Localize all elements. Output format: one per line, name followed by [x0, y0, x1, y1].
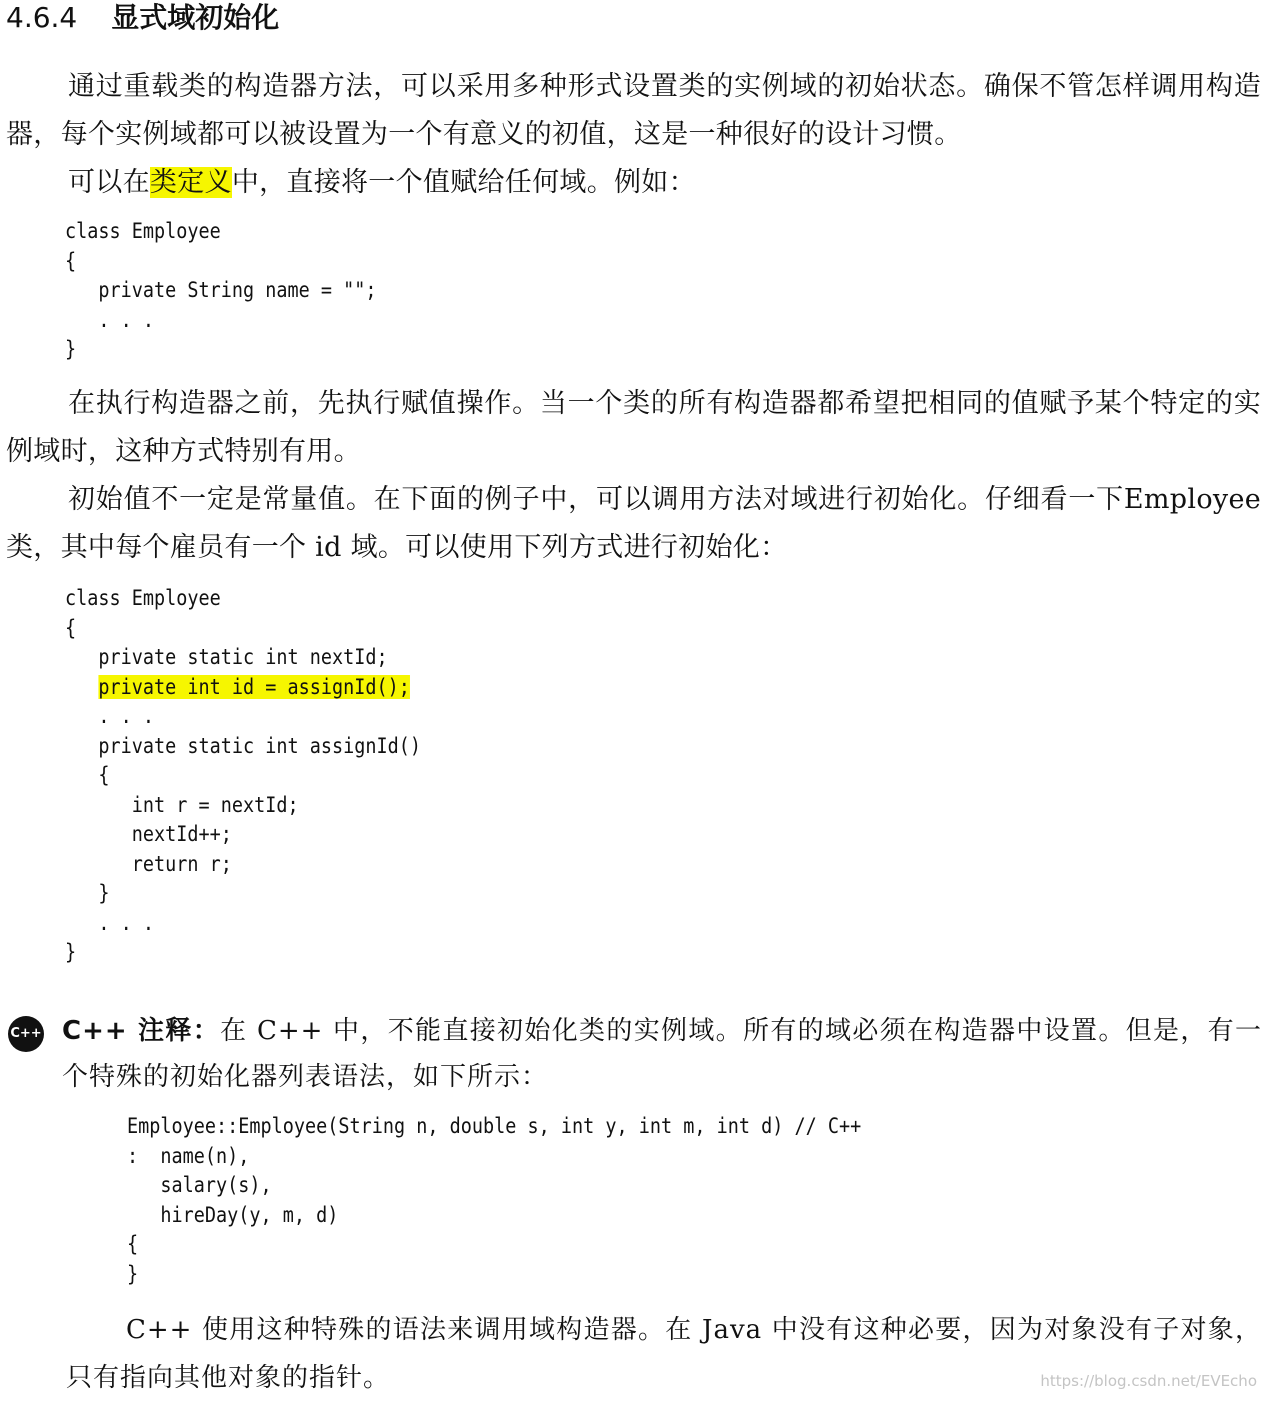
- paragraph-class-definition: [6, 159, 1261, 207]
- code-line: . . .: [65, 910, 155, 935]
- code-line: }: [65, 881, 110, 905]
- code-line: return r;: [65, 851, 232, 876]
- cpp-note: [62, 1008, 1262, 1100]
- code-line: private static int assignId(): [65, 733, 422, 758]
- code-line: private String name = "";: [65, 278, 377, 302]
- code-block-assign-id: [65, 584, 421, 968]
- code-line: }: [65, 337, 77, 361]
- code-line: {: [65, 248, 77, 273]
- highlighted-text: 类定义: [149, 167, 232, 198]
- code-line: Employee::Employee(String n, double s, int y, int m, int d) // C++: [127, 1114, 862, 1138]
- code-line: nextId++;: [65, 822, 232, 846]
- section-number: 4.6.4: [6, 1, 78, 34]
- code-line: {: [65, 615, 77, 640]
- code-line: private static int nextId;: [65, 645, 388, 669]
- paragraph-text: 中，直接将一个值赋给任何域。例如：: [231, 167, 696, 198]
- code-line: : name(n),: [127, 1143, 250, 1168]
- code-line: . . .: [65, 704, 155, 728]
- watermark: https://blog.csdn.net/EVEcho: [1040, 1372, 1257, 1390]
- code-line-highlighted: [65, 673, 421, 703]
- code-line: }: [127, 1261, 139, 1286]
- section-heading: [6, 0, 279, 36]
- code-line: class Employee: [65, 586, 221, 610]
- paragraph-intro: 通过重载类的构造器方法，可以采用多种形式设置类的实例域的初始状态。确保不管怎样调用构造器，每个实例域都可以被设置为一个有意义的初值，这是一种很好的设计习惯。: [6, 71, 1261, 150]
- code-line: {: [65, 763, 110, 787]
- paragraph-initial-value: 初始值不一定是常量值。在下面的例子中，可以调用方法对域进行初始化。仔细看一下Employee 类，其中每个雇员有一个 id 域。可以使用下列方式进行初始化：: [6, 484, 1261, 563]
- code-line: salary(s),: [127, 1173, 272, 1197]
- code-line: . . .: [65, 307, 155, 332]
- code-line: class Employee: [65, 219, 221, 243]
- code-line: hireDay(y, m, d): [127, 1202, 339, 1227]
- highlighted-code: private int id = assignId();: [98, 674, 410, 699]
- cpp-note-label: C++ 注释：: [62, 1016, 221, 1046]
- paragraph-cpp-conclusion: C++ 使用这种特殊的语法来调用域构造器。在 Java 中没有这种必要，因为对象没有子对象，只有指向其他对象的指针。: [66, 1315, 1262, 1393]
- code-line: }: [65, 940, 77, 964]
- code-block-employee-name: [65, 217, 377, 365]
- cpp-note-icon: C++: [8, 1016, 44, 1052]
- paragraph-assignment: 在执行构造器之前，先执行赋值操作。当一个类的所有构造器都希望把相同的值赋予某个特定的实例域时，这种方式特别有用。: [6, 388, 1261, 467]
- paragraph-text: 可以在: [68, 167, 150, 198]
- cpp-note-text: 在 C++ 中，不能直接初始化类的实例域。所有的域必须在构造器中设置。但是，有一个特殊的初始化器列表语法，如下所示：: [62, 1016, 1262, 1092]
- code-line: int r = nextId;: [65, 792, 299, 817]
- code-block-cpp-initializer: [127, 1112, 861, 1289]
- section-title: 显式域初始化: [111, 1, 280, 34]
- code-line: {: [127, 1232, 139, 1256]
